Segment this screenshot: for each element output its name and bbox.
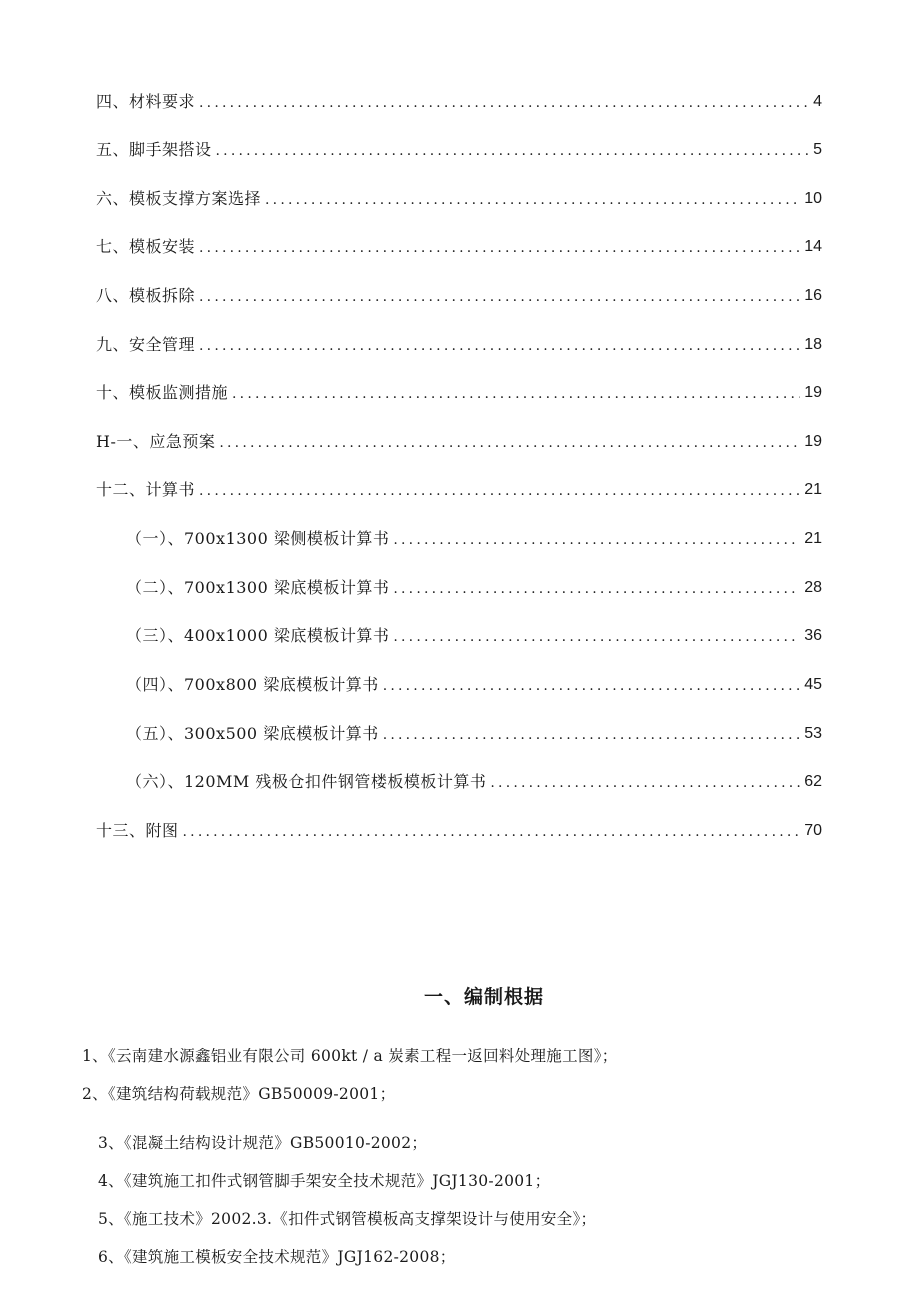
toc-entry-label: 十二、计算书 — [96, 480, 196, 499]
toc-leader-dots — [232, 385, 800, 403]
toc-entry-label: 四、材料要求 — [96, 92, 196, 111]
toc-subentry-page: 53 — [804, 725, 822, 742]
reference-item: 5、《施工技术》2002.3.《扣件式钢管模板高支撑架设计与使用安全》； — [98, 1210, 597, 1228]
toc-entry-page: 14 — [804, 238, 822, 255]
toc-subentry[interactable] — [126, 766, 822, 792]
toc-entry[interactable] — [96, 377, 822, 403]
toc-entry-label: 十三、附图 — [96, 821, 179, 840]
toc-entry[interactable] — [96, 280, 822, 306]
toc-entry-page: 19 — [804, 433, 822, 450]
toc-subentry-page: 62 — [804, 773, 822, 790]
toc-entry-label: 七、模板安装 — [96, 237, 196, 256]
toc-entry-page: 5 — [813, 141, 822, 158]
toc-subentry-label: （二）、700x1300 梁底模板计算书 — [126, 578, 390, 597]
toc-entry[interactable] — [96, 426, 822, 452]
toc-subentry[interactable] — [126, 523, 822, 549]
toc-leader-dots — [393, 628, 800, 646]
toc-leader-dots — [383, 677, 801, 695]
toc-entry[interactable] — [96, 329, 822, 355]
reference-item: 2、《建筑结构荷载规范》GB50009-2001； — [82, 1085, 396, 1103]
toc-subentry[interactable] — [126, 572, 822, 598]
toc-leader-dots — [383, 726, 801, 744]
toc-leader-dots — [199, 288, 800, 306]
toc-subentry-page: 45 — [804, 676, 822, 693]
toc-subentry-label: （一）、700x1300 梁侧模板计算书 — [126, 529, 390, 548]
toc-subentry-label: （五）、300x500 梁底模板计算书 — [126, 724, 379, 743]
toc-subentry-page: 28 — [804, 579, 822, 596]
toc-entry[interactable] — [96, 231, 822, 257]
toc-entry[interactable] — [96, 86, 822, 112]
toc-leader-dots — [216, 142, 810, 160]
toc-leader-dots — [265, 191, 800, 209]
reference-item: 4、《建筑施工扣件式钢管脚手架安全技术规范》JGJ130-2001； — [98, 1172, 551, 1190]
toc-subentry-page: 21 — [804, 530, 822, 547]
toc-entry-page: 4 — [813, 93, 822, 110]
toc-entry-page: 18 — [804, 336, 822, 353]
reference-item: 3、《混凝土结构设计规范》GB50010-2002； — [98, 1134, 428, 1152]
toc-entry-page: 16 — [804, 287, 822, 304]
reference-item: 1、《云南建水源鑫铝业有限公司 600kt / a 炭素工程一返回料处理施工图》； — [82, 1047, 618, 1065]
toc-entry-page: 19 — [804, 384, 822, 401]
toc-leader-dots — [199, 94, 809, 112]
toc-leader-dots — [183, 823, 801, 841]
toc-subentry-label: （三）、400x1000 梁底模板计算书 — [126, 626, 390, 645]
section-title: 一、编制根据 — [423, 986, 544, 1008]
reference-item: 6、《建筑施工模板安全技术规范》JGJ162-2008； — [98, 1248, 456, 1266]
toc-leader-dots — [393, 531, 800, 549]
toc-subentry-label: （六）、120MM 残极仓扣件钢管楼板模板计算书 — [126, 772, 487, 791]
toc-entry-page: 10 — [804, 190, 822, 207]
toc-entry-label: 十、模板监测措施 — [96, 383, 229, 402]
toc-entry[interactable] — [96, 474, 822, 500]
toc-entry-label: 九、安全管理 — [96, 335, 196, 354]
toc-leader-dots — [199, 482, 800, 500]
toc-entry[interactable] — [96, 183, 822, 209]
toc-leader-dots — [199, 337, 800, 355]
toc-leader-dots — [219, 434, 800, 452]
toc-entry-label: 八、模板拆除 — [96, 286, 196, 305]
toc-leader-dots — [199, 239, 800, 257]
toc-entry-label: 六、模板支撑方案选择 — [96, 189, 262, 208]
toc-subentry-label: （四）、700x800 梁底模板计算书 — [126, 675, 379, 694]
toc-entry[interactable] — [96, 815, 822, 841]
toc-subentry[interactable] — [126, 620, 822, 646]
toc-entry-page: 21 — [804, 481, 822, 498]
toc-subentry[interactable] — [126, 718, 822, 744]
toc-entry-page: 70 — [804, 822, 822, 839]
toc-entry-label: H-一、应急预案 — [96, 432, 216, 451]
toc-entry-label: 五、脚手架搭设 — [96, 140, 212, 159]
toc-subentry-page: 36 — [804, 627, 822, 644]
toc-entry[interactable] — [96, 134, 822, 160]
toc-leader-dots — [490, 774, 800, 792]
toc-leader-dots — [393, 580, 800, 598]
toc-subentry[interactable] — [126, 669, 822, 695]
